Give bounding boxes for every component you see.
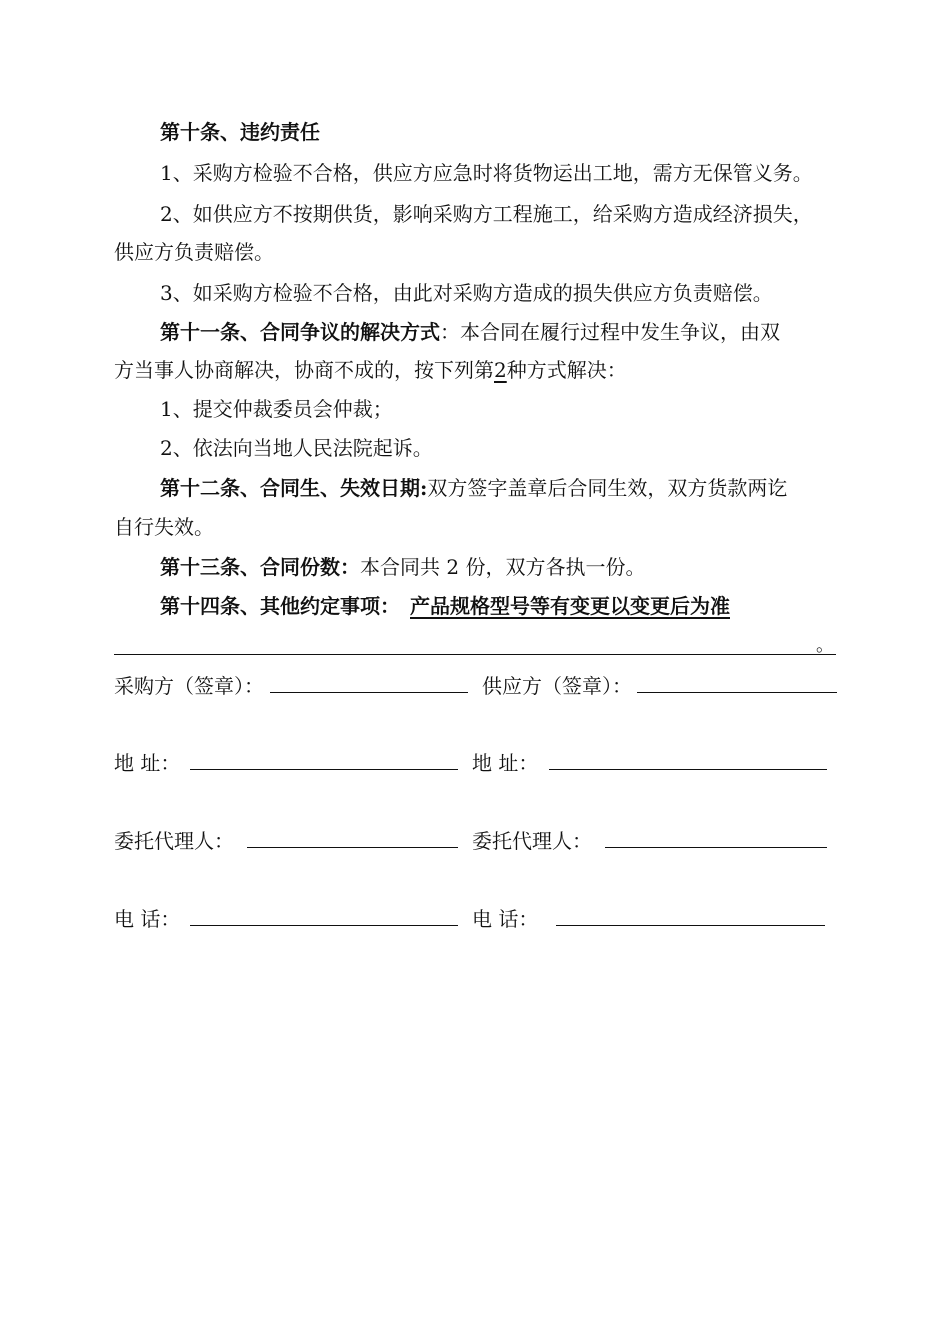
- article-10-item-3: 3、如采购方检验不合格，由此对采购方造成的损失供应方负责赔偿。: [160, 281, 773, 305]
- article-10-item-2-line-2: 供应方负责赔偿。: [114, 240, 274, 264]
- buyer-phone-label: 电 话：: [114, 907, 181, 931]
- article-13-line: [160, 553, 645, 581]
- article-12-line-1: [160, 474, 787, 502]
- article-14-title: 第十四条、其他约定事项：: [160, 594, 400, 618]
- supplier-seal-label: 供应方（签章）：: [482, 674, 632, 698]
- article-11-title: 第十一条、合同争议的解决方式: [160, 320, 440, 344]
- article-12-title: 第十二条、合同生、失效日期:: [160, 476, 428, 500]
- article-12-text: 双方签字盖章后合同生效，双方货款两讫: [427, 476, 788, 500]
- article-12-line-2: 自行失效。: [114, 515, 214, 539]
- article-13-text: 本合同共 2 份，双方各执一份。: [360, 555, 646, 579]
- article-11-line-1: [160, 318, 780, 346]
- buyer-seal-label: 采购方（签章）：: [114, 674, 264, 698]
- article-11-line-2: [114, 356, 627, 384]
- article-14-continuation-line: [114, 654, 836, 655]
- supplier-address-field[interactable]: [549, 769, 827, 770]
- supplier-agent-label: 委托代理人：: [472, 829, 592, 853]
- article-14-line: [160, 592, 730, 620]
- article-14-end-mark: 。: [816, 635, 834, 656]
- article-11-text-b: 种方式解决：: [506, 358, 627, 382]
- article-14-value: 产品规格型号等有变更以变更后为准: [410, 594, 730, 618]
- dispute-choice-value: 2: [494, 358, 507, 382]
- buyer-address-field[interactable]: [190, 769, 458, 770]
- article-10-item-2-line-1: 2、如供应方不按期供货，影响采购方工程施工，给采购方造成经济损失，: [160, 202, 813, 226]
- supplier-address-label: 地 址：: [472, 751, 539, 775]
- supplier-seal-field[interactable]: [637, 692, 837, 693]
- article-11-text: ：本合同在履行过程中发生争议，由双: [440, 320, 780, 344]
- article-11-text-a: 方当事人协商解决，协商不成的，按下列第: [114, 358, 494, 382]
- buyer-agent-field[interactable]: [247, 847, 458, 848]
- buyer-agent-label: 委托代理人：: [114, 829, 234, 853]
- supplier-phone-label: 电 话：: [472, 907, 539, 931]
- dispute-option-1: 1、提交仲裁委员会仲裁；: [160, 397, 393, 421]
- article-13-title: 第十三条、合同份数：: [160, 555, 360, 579]
- buyer-phone-field[interactable]: [190, 925, 458, 926]
- supplier-phone-field[interactable]: [556, 925, 825, 926]
- article-10-title: 第十条、违约责任: [160, 120, 320, 144]
- article-10-item-1: 1、采购方检验不合格，供应方应急时将货物运出工地，需方无保管义务。: [160, 161, 813, 185]
- dispute-option-2: 2、依法向当地人民法院起诉。: [160, 436, 433, 460]
- buyer-seal-field[interactable]: [270, 692, 468, 693]
- buyer-address-label: 地 址：: [114, 751, 181, 775]
- supplier-agent-field[interactable]: [605, 847, 827, 848]
